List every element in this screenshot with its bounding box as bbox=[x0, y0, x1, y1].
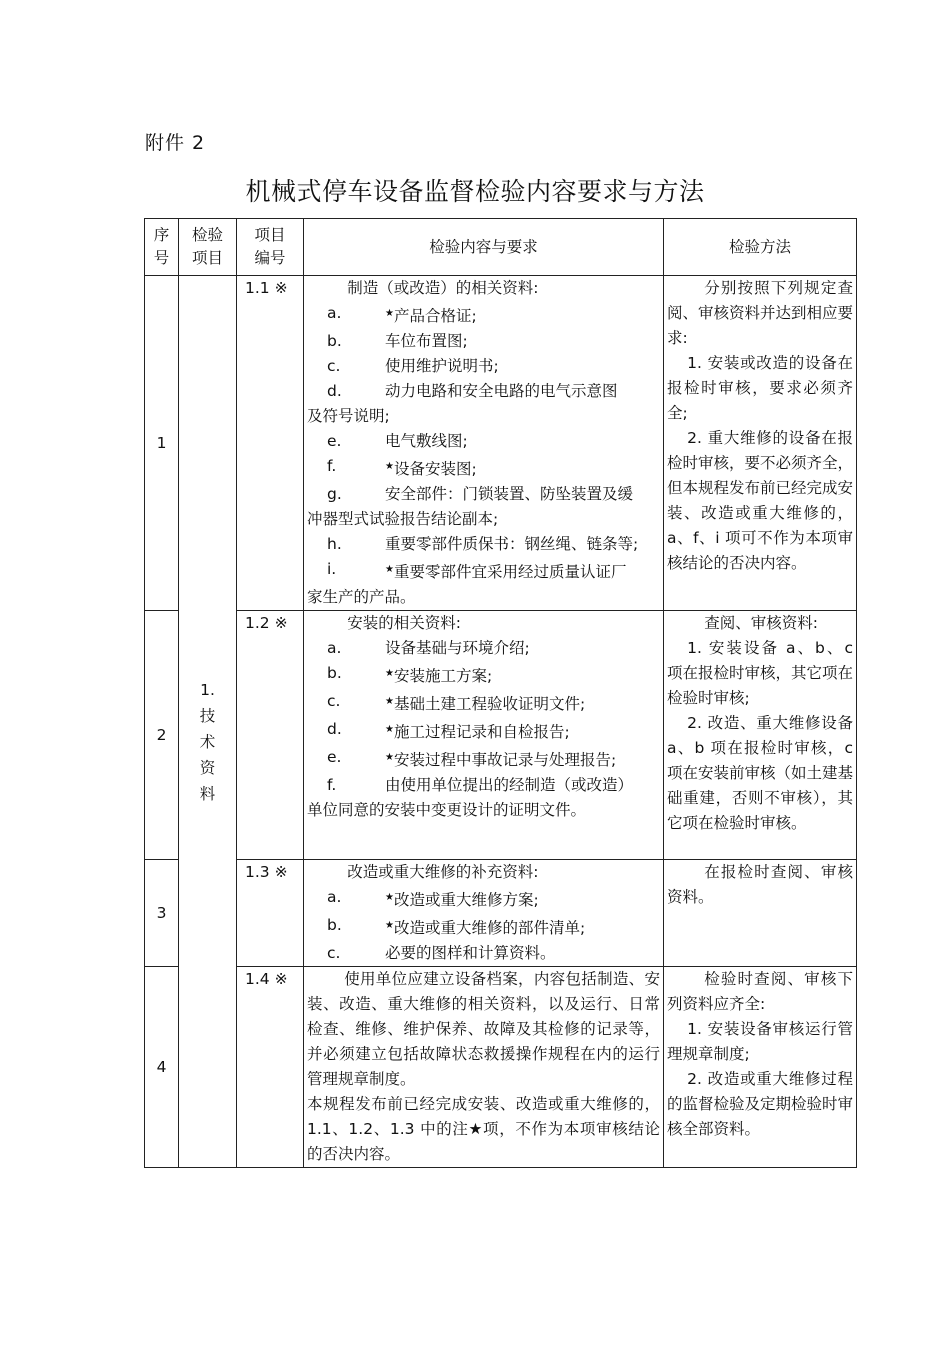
inspection-table bbox=[144, 218, 857, 1168]
item-label: a. bbox=[327, 639, 342, 657]
item-text: 安装施工方案; bbox=[393, 667, 493, 685]
item-code: 1.3 ※ bbox=[237, 860, 304, 967]
requirement-item bbox=[307, 532, 660, 557]
item-text-wrap bbox=[365, 429, 660, 454]
requirement-item bbox=[307, 636, 660, 661]
requirement-item bbox=[307, 773, 660, 798]
row-seq: 4 bbox=[145, 967, 179, 1168]
header-seq: 序号 bbox=[145, 219, 179, 276]
item-text-wrap bbox=[365, 717, 660, 745]
requirement-item bbox=[307, 913, 660, 941]
category-line: 1. bbox=[200, 680, 215, 699]
method-line: 2. 重大维修的设备在报检时审核，要不必须齐全，但本规程发布前已经完成安装、改造或重大维修的，a、f、i 项可不作为本项审核结论的否决内容。 bbox=[667, 429, 854, 572]
method-line: 1. 安装或改造的设备在报检时审核，要求必须齐全; bbox=[667, 354, 853, 422]
item-text: 施工过程记录和自检报告; bbox=[393, 723, 570, 741]
item-code: 1.1 ※ bbox=[237, 276, 304, 611]
item-continuation: 冲器型式试验报告结论副本; bbox=[307, 510, 499, 528]
table-row bbox=[145, 611, 857, 860]
item-text: 基础土建工程验收证明文件; bbox=[393, 695, 586, 713]
requirement-item bbox=[307, 941, 660, 966]
item-label: e. bbox=[327, 748, 342, 766]
header-code: 项目编号 bbox=[237, 219, 304, 276]
item-text-wrap bbox=[365, 913, 660, 941]
item-label: a. bbox=[327, 304, 342, 322]
category-technical-documents bbox=[179, 276, 237, 1168]
item-text: 改造或重大维修方案; bbox=[393, 891, 539, 909]
requirement-item bbox=[307, 379, 660, 404]
item-text-wrap bbox=[365, 532, 660, 557]
requirement-item bbox=[307, 354, 660, 379]
category-line: 术 bbox=[199, 732, 216, 751]
table-row bbox=[145, 276, 857, 611]
item-text-wrap bbox=[365, 301, 660, 329]
requirement-item bbox=[307, 429, 660, 454]
method-line: 查阅、审核资料: bbox=[704, 614, 818, 632]
content-requirements bbox=[304, 860, 664, 967]
row-seq: 1 bbox=[145, 276, 179, 611]
requirement-item bbox=[307, 717, 660, 745]
item-text: 重要零部件宜采用经过质量认证厂 bbox=[393, 563, 627, 581]
item-text: 电气敷线图; bbox=[385, 432, 468, 450]
category-line: 资 bbox=[199, 758, 216, 777]
content-requirements bbox=[304, 276, 664, 611]
item-code: 1.4 ※ bbox=[237, 967, 304, 1168]
item-text: 动力电路和安全电路的电气示意图 bbox=[385, 382, 618, 400]
method-line: 检验时查阅、审核下列资料应齐全: bbox=[667, 970, 853, 1013]
table-row bbox=[145, 967, 857, 1168]
item-text-wrap bbox=[365, 636, 660, 661]
method-line: 在报检时查阅、审核资料。 bbox=[667, 863, 853, 906]
item-text: 重要零部件质保书：钢丝绳、链条等; bbox=[385, 535, 639, 553]
header-content: 检验内容与要求 bbox=[304, 219, 664, 276]
star-icon: ★ bbox=[385, 308, 394, 319]
item-label: e. bbox=[327, 432, 342, 450]
item-continuation: 及符号说明; bbox=[307, 407, 390, 425]
item-label: b. bbox=[327, 664, 342, 682]
item-text-wrap bbox=[365, 354, 660, 379]
item-label: c. bbox=[327, 944, 341, 962]
content-requirements bbox=[304, 611, 664, 860]
item-text-wrap bbox=[365, 454, 660, 482]
item-label: f. bbox=[327, 457, 337, 475]
item-label: b. bbox=[327, 332, 342, 350]
category-line: 料 bbox=[199, 784, 216, 803]
star-icon: ★ bbox=[385, 668, 394, 679]
header-item: 检验项目 bbox=[179, 219, 237, 276]
requirement-item bbox=[307, 661, 660, 689]
inspection-method bbox=[664, 967, 857, 1168]
item-text-wrap bbox=[365, 482, 660, 507]
item-label: i. bbox=[327, 560, 337, 578]
star-icon: ★ bbox=[385, 461, 394, 472]
star-icon: ★ bbox=[385, 724, 394, 735]
requirement-item bbox=[307, 482, 660, 507]
requirement-item bbox=[307, 745, 660, 773]
requirement-item bbox=[307, 454, 660, 482]
content-paragraph: 使用单位应建立设备档案，内容包括制造、安装、改造、重大维修的相关资料，以及运行、日常检查、维修、维护保养、故障及其检修的记录等，并必须建立包括故障状态救援操作规程在内的运行管理规章制度。 bbox=[307, 970, 660, 1088]
item-text: 改造或重大维修的部件清单; bbox=[393, 919, 586, 937]
item-text: 设备安装图; bbox=[393, 460, 477, 478]
item-code: 1.2 ※ bbox=[237, 611, 304, 860]
item-text-wrap bbox=[365, 329, 660, 354]
table-header-row bbox=[145, 219, 857, 276]
item-continuation: 家生产的产品。 bbox=[307, 588, 416, 606]
category-line: 技 bbox=[199, 706, 216, 725]
content-requirements bbox=[304, 967, 664, 1168]
method-line: 分别按照下列规定查阅、审核资料并达到相应要求: bbox=[667, 279, 854, 347]
inspection-method bbox=[664, 860, 857, 967]
star-icon: ★ bbox=[385, 564, 394, 575]
content-intro: 制造（或改造）的相关资料: bbox=[347, 279, 539, 297]
star-icon: ★ bbox=[385, 752, 394, 763]
item-text: 设备基础与环境介绍; bbox=[385, 639, 530, 657]
item-label: f. bbox=[327, 776, 337, 794]
item-label: g. bbox=[327, 485, 342, 503]
item-text-wrap bbox=[365, 689, 660, 717]
requirement-item bbox=[307, 689, 660, 717]
item-text: 使用维护说明书; bbox=[385, 357, 499, 375]
item-text-wrap bbox=[365, 773, 660, 798]
requirement-item bbox=[307, 329, 660, 354]
content-intro: 改造或重大维修的补充资料: bbox=[347, 863, 539, 881]
method-line: 1. 安装设备 a、b、c 项在报检时审核，其它项在检验时审核; bbox=[667, 639, 854, 707]
item-label: c. bbox=[327, 357, 341, 375]
star-icon: ★ bbox=[385, 920, 394, 931]
item-label: d. bbox=[327, 382, 342, 400]
document-title: 机械式停车设备监督检验内容要求与方法 bbox=[245, 177, 705, 206]
header-method: 检验方法 bbox=[664, 219, 857, 276]
requirement-item bbox=[307, 885, 660, 913]
attachment-label: 附件 2 bbox=[145, 132, 206, 154]
method-line: 2. 改造、重大维修设备 a、b 项在报检时审核，c 项在安装前审核（如土建基础重建，否则不审核），其它项在检验时审核。 bbox=[667, 714, 854, 832]
method-line: 1. 安装设备审核运行管理规章制度; bbox=[667, 1020, 853, 1063]
item-text-wrap bbox=[365, 557, 660, 585]
item-text: 安全部件：门锁装置、防坠装置及缓 bbox=[385, 485, 634, 503]
item-text-wrap bbox=[365, 379, 660, 404]
item-label: b. bbox=[327, 916, 342, 934]
row-seq: 3 bbox=[145, 860, 179, 967]
row-seq: 2 bbox=[145, 611, 179, 860]
requirement-item bbox=[307, 557, 660, 585]
item-text-wrap bbox=[365, 661, 660, 689]
item-text: 安装过程中事故记录与处理报告; bbox=[393, 751, 617, 769]
item-text: 由使用单位提出的经制造（或改造） bbox=[385, 776, 634, 794]
item-label: h. bbox=[327, 535, 342, 553]
requirement-item bbox=[307, 301, 660, 329]
content-intro: 安装的相关资料: bbox=[347, 614, 462, 632]
item-label: d. bbox=[327, 720, 342, 738]
item-continuation: 单位同意的安装中变更设计的证明文件。 bbox=[307, 801, 587, 819]
item-text-wrap bbox=[365, 745, 660, 773]
table-row bbox=[145, 860, 857, 967]
content-paragraph: 本规程发布前已经完成安装、改造或重大维修的，1.1、1.2、1.3 中的注★项，不作为本项审核结论的否决内容。 bbox=[307, 1095, 660, 1163]
item-text: 必要的图样和计算资料。 bbox=[385, 944, 556, 962]
inspection-method bbox=[664, 276, 857, 611]
item-text-wrap bbox=[365, 885, 660, 913]
item-text-wrap bbox=[365, 941, 660, 966]
item-text: 车位布置图; bbox=[385, 332, 468, 350]
method-line: 2. 改造或重大维修过程的监督检验及定期检验时审核全部资料。 bbox=[667, 1070, 854, 1138]
item-label: a. bbox=[327, 888, 342, 906]
item-text: 产品合格证; bbox=[393, 307, 477, 325]
star-icon: ★ bbox=[385, 892, 394, 903]
star-icon: ★ bbox=[385, 696, 394, 707]
item-label: c. bbox=[327, 692, 341, 710]
inspection-method bbox=[664, 611, 857, 860]
